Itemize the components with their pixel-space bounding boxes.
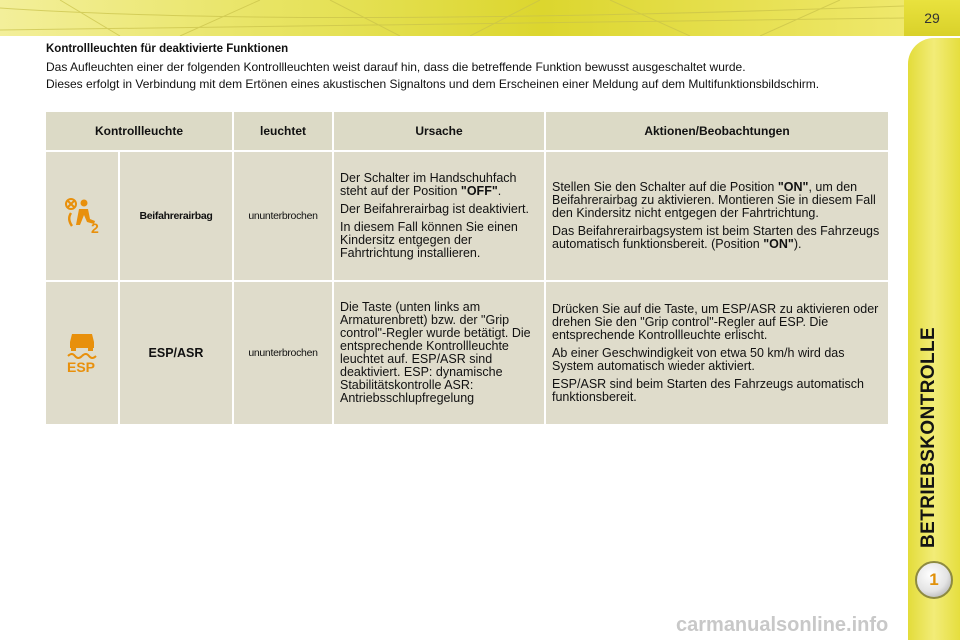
page-number: 29	[904, 0, 960, 36]
lamp-cause	[334, 150, 544, 280]
header-cause: Ursache	[334, 112, 544, 150]
header-lamp: Kontrollleuchte	[46, 112, 232, 150]
esp-off-icon	[62, 330, 102, 374]
lamp-name: Beifahrerairbag	[120, 150, 232, 280]
esp-icon-label: ESP	[67, 358, 96, 374]
warning-lamp-table	[44, 112, 890, 424]
lamp-actions	[546, 280, 888, 424]
cause-text: Die Taste (unten links am Armaturenbrett) bzw. der "Grip control"-Regler wurde betätigt. Die entsprechende Kontrollleuchte leuchtet auf. ESP/ASR sind deaktiviert. ESP: dynamische Stabilitätskontrolle ASR: Antriebsschlupfregelung	[340, 300, 531, 405]
action-text: Stellen Sie den Schalter auf die Position "ON", um den Beifahrerairbag zu aktivieren. Montieren Sie in diesem Fall den Kindersitz nicht entgegen der Fahrtrichtung.	[552, 180, 876, 220]
chapter-title: BETRIEBSKONTROLLE	[918, 326, 939, 548]
table-header-row	[46, 112, 888, 150]
table-row	[46, 150, 888, 280]
cause-text: Der Schalter im Handschuhfach steht auf der Position "OFF".	[340, 171, 517, 198]
lamp-lights: ununterbrochen	[234, 280, 332, 424]
header-lights: leuchtet	[234, 112, 332, 150]
intro-paragraph-2: Dieses erfolgt in Verbindung mit dem Ertönen eines akustischen Signaltons und dem Erscheinen einer Meldung auf dem Multifunktionsbildschirm.	[46, 76, 820, 91]
svg-text:2: 2	[91, 219, 99, 235]
action-text: Drücken Sie auf die Taste, um ESP/ASR zu aktivieren oder drehen Sie den "Grip control"-Regler auf ESP. Die entsprechende Kontrollleuchte erlischt.	[552, 301, 879, 342]
cause-text: In diesem Fall können Sie einen Kindersitz entgegen der Fahrtrichtung installieren.	[340, 220, 518, 260]
header-actions: Aktionen/Beobachtungen	[546, 112, 888, 150]
action-text: ESP/ASR sind beim Starten des Fahrzeugs automatisch funktionsbereit.	[552, 376, 864, 404]
lamp-cause	[334, 280, 544, 424]
top-banner	[0, 0, 904, 36]
section-heading: Kontrollleuchten für deaktivierte Funktionen	[46, 43, 289, 55]
action-text: Das Beifahrerairbagsystem ist beim Starten des Fahrzeugs automatisch funktionsbereit. (Position "ON").	[552, 224, 880, 251]
intro-paragraph-1: Das Aufleuchten einer der folgenden Kontrollleuchten weist darauf hin, dass die betreffende Funktion bewusst ausgeschaltet wurde.	[46, 60, 746, 74]
lamp-actions	[546, 150, 888, 280]
lamp-lights: ununterbrochen	[234, 150, 332, 280]
lamp-name: ESP/ASR	[120, 280, 232, 424]
lamp-icon-cell	[46, 280, 118, 424]
action-text: Ab einer Geschwindigkeit von etwa 50 km/h wird das System automatisch wieder aktiviert.	[552, 345, 845, 373]
watermark: carmanualsonline.info	[676, 614, 889, 636]
chapter-number-badge: 1	[915, 561, 953, 599]
intro-section	[46, 43, 892, 94]
airbag-off-icon	[62, 195, 102, 235]
table-row	[46, 280, 888, 424]
lamp-icon-cell	[46, 150, 118, 280]
cause-text: Der Beifahrerairbag ist deaktiviert.	[340, 202, 529, 216]
banner-decoration	[0, 0, 904, 36]
